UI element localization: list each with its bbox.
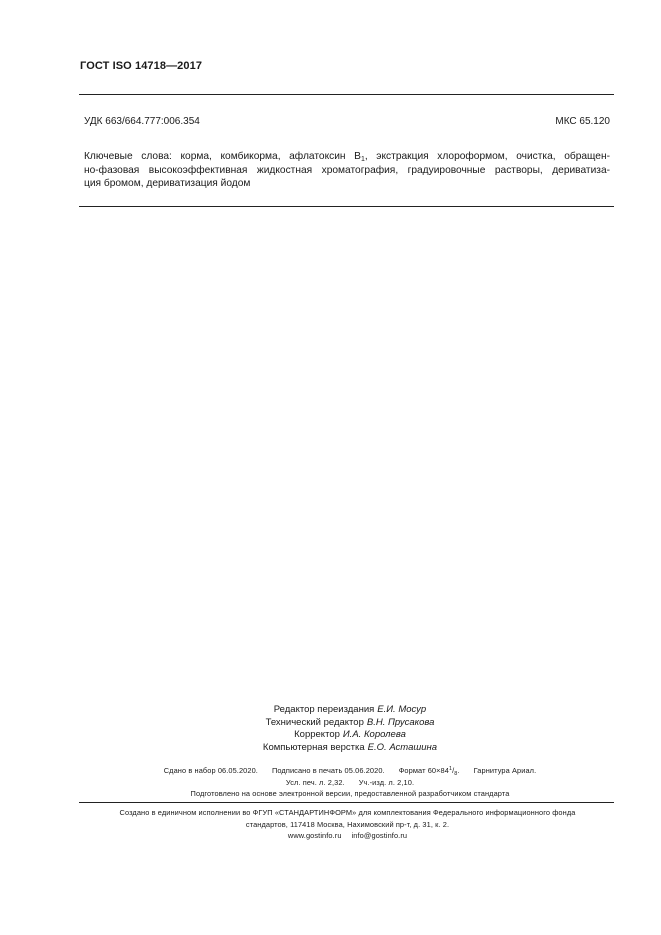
imprint-format-sub: 8 <box>454 771 458 777</box>
imprint-pub-sheets: Уч.-изд. л. 2,10. <box>358 777 415 787</box>
header-rule <box>79 94 614 95</box>
imprint-line-2 <box>80 777 620 789</box>
credits-block <box>160 704 540 754</box>
footer-line-1: Создано в единичном исполнении во ФГУП «СТАНДАРТИНФОРМ» для комплектования Федерального информационного фонда <box>119 808 576 817</box>
imprint-format-text: Формат 60×84 <box>398 766 449 775</box>
credit-editor <box>160 704 540 717</box>
keywords-line-1-start: Ключевые слова: корма, комбикорма, афлатоксин В <box>84 151 361 162</box>
credit-role: Компьютерная верстка <box>262 741 365 753</box>
imprint-line-1 <box>80 765 620 777</box>
imprint-source-note: Подготовлено на основе электронной версии, предоставленной разработчиком стандарта <box>190 789 510 798</box>
credit-role: Корректор <box>294 729 340 740</box>
keywords-line-2: но-фазовая высокоэффективная жидкостная хроматография, градуировочные растворы, дериватиза- <box>84 164 610 176</box>
imprint-print-date: Подписано в печать 05.06.2020. <box>271 766 385 775</box>
credit-role: Технический редактор <box>265 716 364 728</box>
imprint-format-sup: 1 <box>448 766 453 772</box>
credit-tech-editor <box>160 717 540 730</box>
imprint-block <box>80 765 620 800</box>
imprint-format-slash: / <box>452 766 455 775</box>
imprint-format <box>399 766 460 775</box>
footer-line-2: стандартов, 117418 Москва, Нахимовский пр-т, д. 31, к. 2. <box>245 819 450 829</box>
credit-name: И.А. Королева <box>342 729 406 740</box>
credit-name: Е.И. Мосур <box>377 704 427 715</box>
standard-id: ГОСТ ISO 14718—2017 <box>80 60 203 72</box>
footer-block <box>70 807 625 842</box>
credit-name: Е.О. Асташина <box>367 741 438 753</box>
keywords-line-1 <box>84 150 610 164</box>
imprint-typeface: Гарнитура Ариал. <box>473 766 537 775</box>
mks-code: МКС 65.120 <box>555 116 610 127</box>
footer-email-link[interactable]: info@gostinfo.ru <box>351 831 408 840</box>
footer-contacts <box>70 830 625 842</box>
keywords-line-3: ция бромом, дериватизация йодом <box>84 178 251 189</box>
classification-row <box>84 116 610 127</box>
keywords-line-1-end: , экстракция хлороформом, очистка, обращен- <box>364 151 610 162</box>
imprint-print-sheets: Усл. печ. л. 2,32. <box>285 777 345 787</box>
credit-proofreader <box>160 729 540 742</box>
credit-layout <box>160 742 540 755</box>
footer-rule <box>79 802 614 803</box>
keywords-rule <box>79 206 614 207</box>
keywords-subscript: 1 <box>360 156 365 163</box>
footer-website-link[interactable]: www.gostinfo.ru <box>287 831 342 840</box>
keywords-block <box>84 150 610 191</box>
credit-name: В.Н. Прусакова <box>366 716 435 728</box>
credit-role: Редактор переиздания <box>273 704 375 715</box>
imprint-format-end: . <box>457 766 460 775</box>
imprint-set-date: Сдано в набор 06.05.2020. <box>163 766 258 775</box>
udc-code: УДК 663/664.777:006.354 <box>84 116 200 127</box>
